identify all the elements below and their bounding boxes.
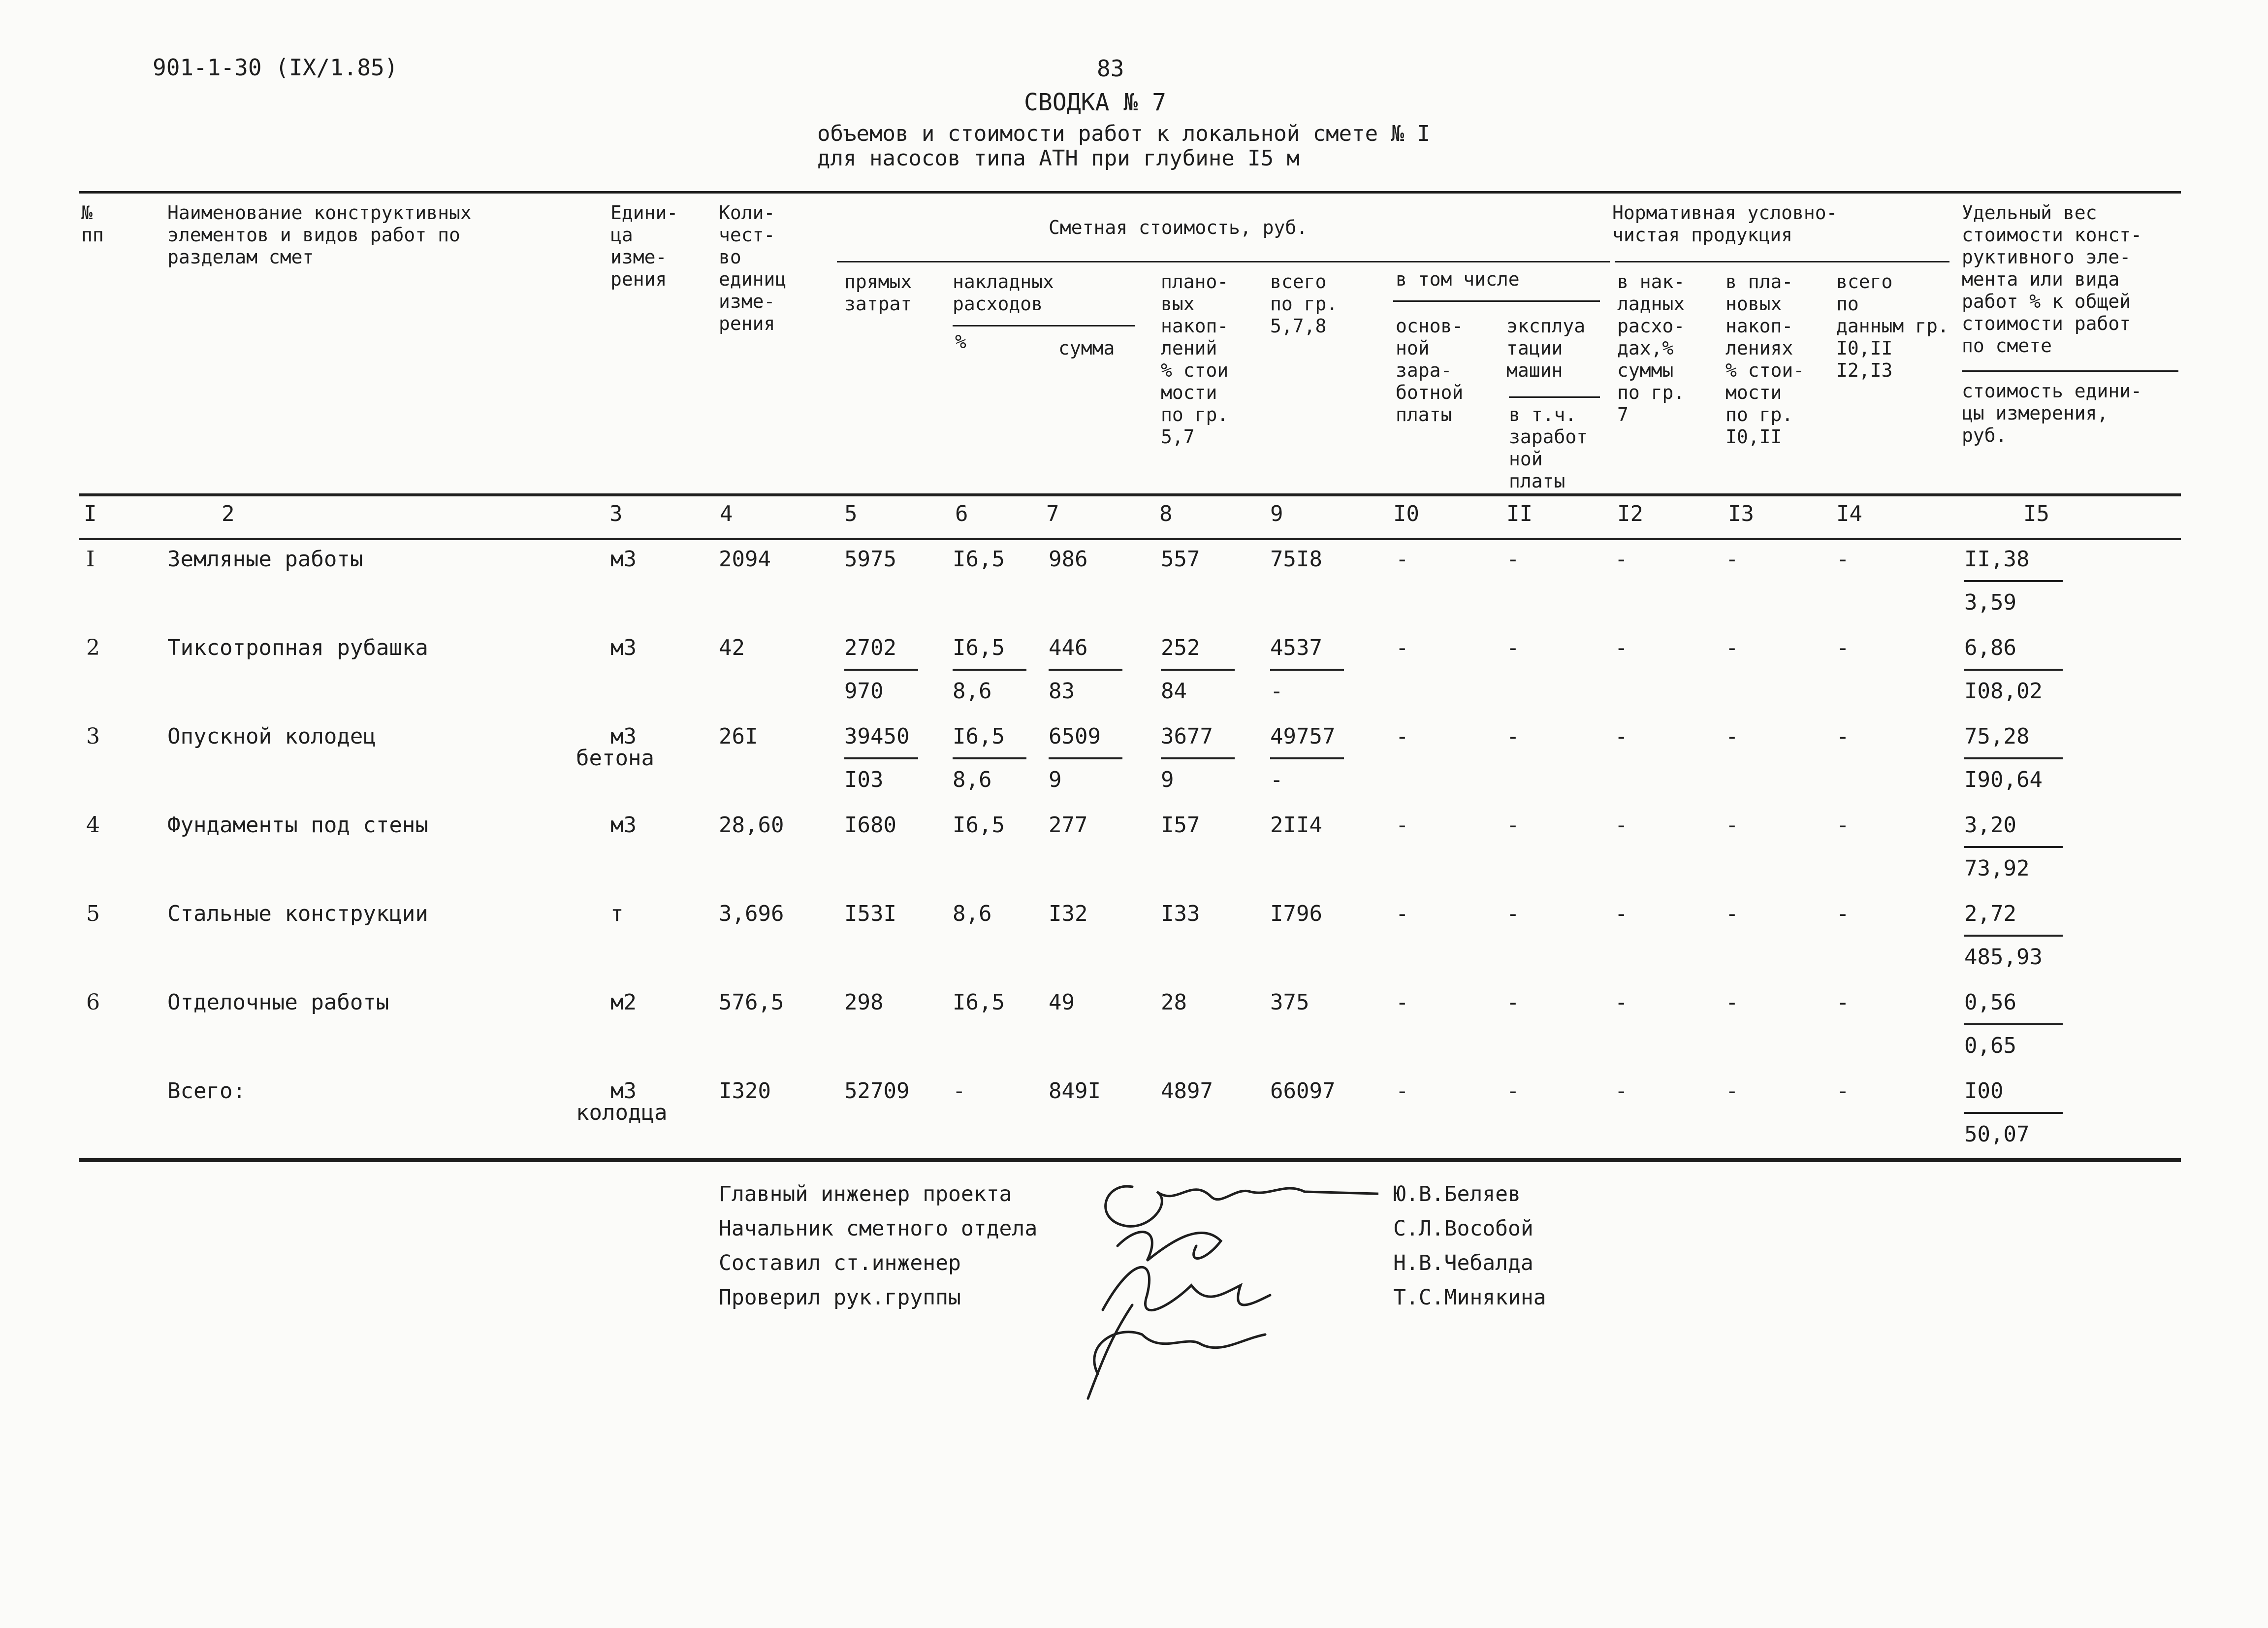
column-number: 9 [1270, 501, 1283, 526]
table-top-rule [79, 191, 2181, 194]
row-unit-cost: 0,65 [1964, 1033, 2016, 1058]
row-base-wage: - [1396, 990, 1409, 1015]
row-norm-planned: - [1725, 813, 1739, 838]
row-quantity: I320 [719, 1078, 771, 1104]
handwritten-signatures [1073, 1147, 1378, 1403]
row-overhead-sum: 49 [1049, 990, 1075, 1015]
header-share: Удельный вес стоимости конст- руктивного эле- мента или вида работ % к общей стоимости работ по смете [1962, 202, 2142, 357]
row-c8b: 84 [1161, 679, 1187, 704]
column-number: 6 [955, 501, 968, 526]
header-unit-cost: стоимость едини- цы измерения, руб. [1962, 380, 2142, 446]
header-machines-wage: в т.ч. заработ ной платы [1509, 404, 1588, 492]
row-base-wage: - [1396, 724, 1409, 749]
row-machines: - [1506, 990, 1520, 1015]
header-bottom-rule [79, 493, 2181, 496]
row-machines: - [1506, 724, 1520, 749]
row-overhead-sum: 849I [1049, 1078, 1101, 1104]
row-number: 2 [86, 635, 100, 660]
page-number: 83 [1097, 55, 1124, 82]
row-norm-planned: - [1725, 990, 1739, 1015]
row-number: I [86, 547, 95, 572]
row-norm-total: - [1836, 724, 1850, 749]
row-total: 2II4 [1270, 813, 1322, 838]
row-unit-cost: 3,59 [1964, 590, 2016, 615]
row-quantity: 3,696 [719, 901, 784, 926]
row-unit: м3 [610, 724, 637, 749]
row-name: Земляные работы [167, 547, 363, 572]
row-base-wage: - [1396, 635, 1409, 660]
row-quantity: 28,60 [719, 813, 784, 838]
fraction-rule [1964, 669, 2063, 671]
row-machines: - [1506, 635, 1520, 660]
name-chief-engineer: Ю.В.Беляев [1393, 1182, 1521, 1206]
row-c7b: 83 [1049, 679, 1075, 704]
row-base-wage: - [1396, 547, 1409, 572]
header-norm-total: всего по данным гр. I0,II I2,I3 [1836, 271, 1949, 381]
name-compiled: Н.В.Чебалда [1393, 1251, 1533, 1275]
row-base-wage: - [1396, 901, 1409, 926]
row-norm-planned: - [1725, 1078, 1739, 1104]
row-overhead-pct: I6,5 [953, 547, 1005, 572]
column-number: 7 [1046, 501, 1059, 526]
fraction-rule [1964, 935, 2063, 937]
header-overhead-pct: % [955, 331, 966, 353]
row-overhead-pct: I6,5 [953, 813, 1005, 838]
header-overhead-group: накладных расходов [953, 271, 1054, 315]
row-direct-cost: 5975 [844, 547, 896, 572]
row-norm-total: - [1836, 547, 1850, 572]
row-planned-savings: I33 [1161, 901, 1200, 926]
column-number: I0 [1393, 501, 1419, 526]
row-base-wage: - [1396, 813, 1409, 838]
document-code: 901-1-30 (IX/1.85) [153, 54, 398, 81]
row-norm-total: - [1836, 813, 1850, 838]
row-share: 0,56 [1964, 990, 2016, 1015]
col-numbers-rule [79, 538, 2181, 540]
header-total: всего по гр. 5,7,8 [1270, 271, 1338, 337]
row-total: 66097 [1270, 1078, 1336, 1104]
row-total: 375 [1270, 990, 1310, 1015]
fraction-rule [844, 757, 918, 759]
header-num: № пп [81, 202, 104, 246]
column-number: II [1506, 501, 1533, 526]
row-name: Тиксотропная рубашка [167, 635, 428, 660]
row-overhead-sum: 446 [1049, 635, 1088, 660]
row-overhead-pct: I6,5 [953, 635, 1005, 660]
column-number: 2 [222, 501, 235, 526]
row-share: 2,72 [1964, 901, 2016, 926]
document-subtitle: объемов и стоимости работ к локальной смете № I [817, 121, 1431, 146]
incl-rule [1393, 300, 1600, 302]
row-quantity: 42 [719, 635, 745, 660]
row-norm-planned: - [1725, 901, 1739, 926]
row-norm-overhead: - [1615, 901, 1628, 926]
row-machines: - [1506, 1078, 1520, 1104]
column-number: I5 [2023, 501, 2049, 526]
row-overhead-pct: I6,5 [953, 724, 1005, 749]
row-direct-cost: I680 [844, 813, 896, 838]
row-overhead-sum: 6509 [1049, 724, 1101, 749]
document-subtitle-2: для насосов типа АТН при глубине I5 м [817, 146, 1300, 171]
row-unit: м3 [610, 635, 637, 660]
row-total: I796 [1270, 901, 1322, 926]
cost-group-rule [837, 261, 1610, 262]
row-quantity: 2094 [719, 547, 771, 572]
row-overhead-sum: 277 [1049, 813, 1088, 838]
row-unit: т [610, 901, 624, 926]
machines-rule [1509, 396, 1600, 398]
header-norm-group: Нормативная условно- чистая продукция [1612, 202, 1838, 246]
row-share: II,38 [1964, 547, 2030, 572]
row-c9b: - [1270, 679, 1283, 704]
row-overhead-pct: - [953, 1078, 966, 1104]
row-planned-savings: 252 [1161, 635, 1200, 660]
row-direct-cost: 52709 [844, 1078, 910, 1104]
header-planned: плано- вых накоп- лений % стои мости по гр. 5,7 [1161, 271, 1229, 448]
row-planned-savings: 4897 [1161, 1078, 1213, 1104]
column-number: I2 [1617, 501, 1643, 526]
row-share: 75,28 [1964, 724, 2030, 749]
row-c9b: - [1270, 767, 1283, 792]
row-norm-total: - [1836, 1078, 1850, 1104]
row-unit-cost: 73,92 [1964, 856, 2030, 881]
row-norm-planned: - [1725, 724, 1739, 749]
header-unit: Едини- ца изме- рения [610, 202, 678, 290]
row-share: 6,86 [1964, 635, 2016, 660]
row-direct-cost: 2702 [844, 635, 896, 660]
fraction-rule [1049, 669, 1122, 671]
header-direct: прямых затрат [844, 271, 912, 315]
header-cost-group: Сметная стоимость, руб. [1049, 217, 1308, 238]
column-number: 3 [609, 501, 623, 526]
row-machines: - [1506, 813, 1520, 838]
row-number: 4 [86, 813, 100, 838]
column-number: 8 [1159, 501, 1173, 526]
fraction-rule [953, 757, 1026, 759]
name-head-estimates: С.Л.Вособой [1393, 1216, 1533, 1241]
row-unit: м3 [610, 1078, 637, 1104]
row-norm-overhead: - [1615, 813, 1628, 838]
row-c6b: 8,6 [953, 767, 992, 792]
header-name: Наименование конструктивных элементов и видов работ по разделам смет [167, 202, 472, 268]
column-number: I [84, 501, 97, 526]
header-base-wage: основ- ной зара- ботной платы [1396, 315, 1464, 425]
fraction-rule [953, 669, 1026, 671]
row-unit-cost: 485,93 [1964, 944, 2043, 970]
row-number: 3 [86, 724, 100, 749]
role-checked: Проверил рук.группы [719, 1285, 961, 1310]
fraction-rule [1270, 757, 1344, 759]
row-machines: - [1506, 901, 1520, 926]
c15-rule [1962, 370, 2178, 372]
fraction-rule [1964, 757, 2063, 759]
row-direct-cost: I53I [844, 901, 896, 926]
row-number: 6 [86, 990, 100, 1015]
row-norm-total: - [1836, 990, 1850, 1015]
row-c6b: 8,6 [953, 679, 992, 704]
row-norm-planned: - [1725, 635, 1739, 660]
row-unit: м3 [610, 813, 637, 838]
row-name: Опускной колодец [167, 724, 376, 749]
header-incl-group: в том числе [1396, 268, 1520, 290]
fraction-rule [1161, 757, 1235, 759]
row-quantity: 576,5 [719, 990, 784, 1015]
fraction-rule [844, 669, 918, 671]
row-unit-2: колодца [576, 1100, 668, 1125]
row-norm-total: - [1836, 635, 1850, 660]
overhead-rule [953, 325, 1135, 326]
norm-group-rule [1615, 261, 1949, 262]
row-norm-planned: - [1725, 547, 1739, 572]
row-unit: м3 [610, 547, 637, 572]
row-norm-overhead: - [1615, 724, 1628, 749]
role-head-estimates: Начальник сметного отдела [719, 1216, 1038, 1241]
row-unit-cost: I08,02 [1964, 679, 2043, 704]
row-overhead-sum: 986 [1049, 547, 1088, 572]
row-name: Стальные конструкции [167, 901, 428, 926]
row-direct-cost: 298 [844, 990, 884, 1015]
document-title: СВОДКА № 7 [1024, 89, 1166, 116]
row-unit-2: бетона [576, 746, 654, 771]
row-planned-savings: 3677 [1161, 724, 1213, 749]
row-unit: м2 [610, 990, 637, 1015]
row-quantity: 26I [719, 724, 758, 749]
row-direct-cost: 39450 [844, 724, 910, 749]
row-norm-overhead: - [1615, 990, 1628, 1015]
row-planned-savings: I57 [1161, 813, 1200, 838]
row-overhead-pct: I6,5 [953, 990, 1005, 1015]
column-number: 4 [720, 501, 733, 526]
fraction-rule [1270, 669, 1344, 671]
row-overhead-pct: 8,6 [953, 901, 992, 926]
row-c5b: 970 [844, 679, 884, 704]
role-chief-engineer: Главный инженер проекта [719, 1182, 1012, 1206]
fraction-rule [1964, 846, 2063, 848]
header-norm-overhead: в нак- ладных расхо- дах,% суммы по гр. 7 [1617, 271, 1685, 425]
row-c7b: 9 [1049, 767, 1062, 792]
fraction-rule [1964, 1023, 2063, 1025]
name-checked: Т.С.Минякина [1393, 1285, 1546, 1310]
row-total: 4537 [1270, 635, 1322, 660]
row-base-wage: - [1396, 1078, 1409, 1104]
row-unit-cost: 50,07 [1964, 1122, 2030, 1147]
column-number: I3 [1728, 501, 1754, 526]
fraction-rule [1049, 757, 1122, 759]
row-norm-total: - [1836, 901, 1850, 926]
row-total: 75I8 [1270, 547, 1322, 572]
header-overhead-sum: сумма [1058, 337, 1115, 359]
header-quantity: Коли- чест- во единиц изме- рения [719, 202, 787, 334]
row-name: Всего: [167, 1078, 246, 1104]
row-planned-savings: 557 [1161, 547, 1200, 572]
fraction-rule [1964, 580, 2063, 582]
header-machines: эксплуа тации машин [1506, 315, 1586, 381]
row-norm-overhead: - [1615, 547, 1628, 572]
row-share: I00 [1964, 1078, 2004, 1104]
row-machines: - [1506, 547, 1520, 572]
column-number: 5 [844, 501, 858, 526]
header-norm-planned: в пла- новых накоп- лениях % стои- мости по гр. I0,II [1725, 271, 1805, 448]
row-c5b: I03 [844, 767, 884, 792]
fraction-rule [1964, 1112, 2063, 1114]
row-unit-cost: I90,64 [1964, 767, 2043, 792]
row-total: 49757 [1270, 724, 1336, 749]
row-norm-overhead: - [1615, 1078, 1628, 1104]
role-compiled: Составил ст.инженер [719, 1251, 961, 1275]
row-planned-savings: 28 [1161, 990, 1187, 1015]
row-c8b: 9 [1161, 767, 1174, 792]
row-share: 3,20 [1964, 813, 2016, 838]
column-number: I4 [1836, 501, 1862, 526]
row-overhead-sum: I32 [1049, 901, 1088, 926]
row-name: Фундаменты под стены [167, 813, 428, 838]
row-norm-overhead: - [1615, 635, 1628, 660]
row-number: 5 [86, 901, 100, 926]
row-name: Отделочные работы [167, 990, 389, 1015]
fraction-rule [1161, 669, 1235, 671]
